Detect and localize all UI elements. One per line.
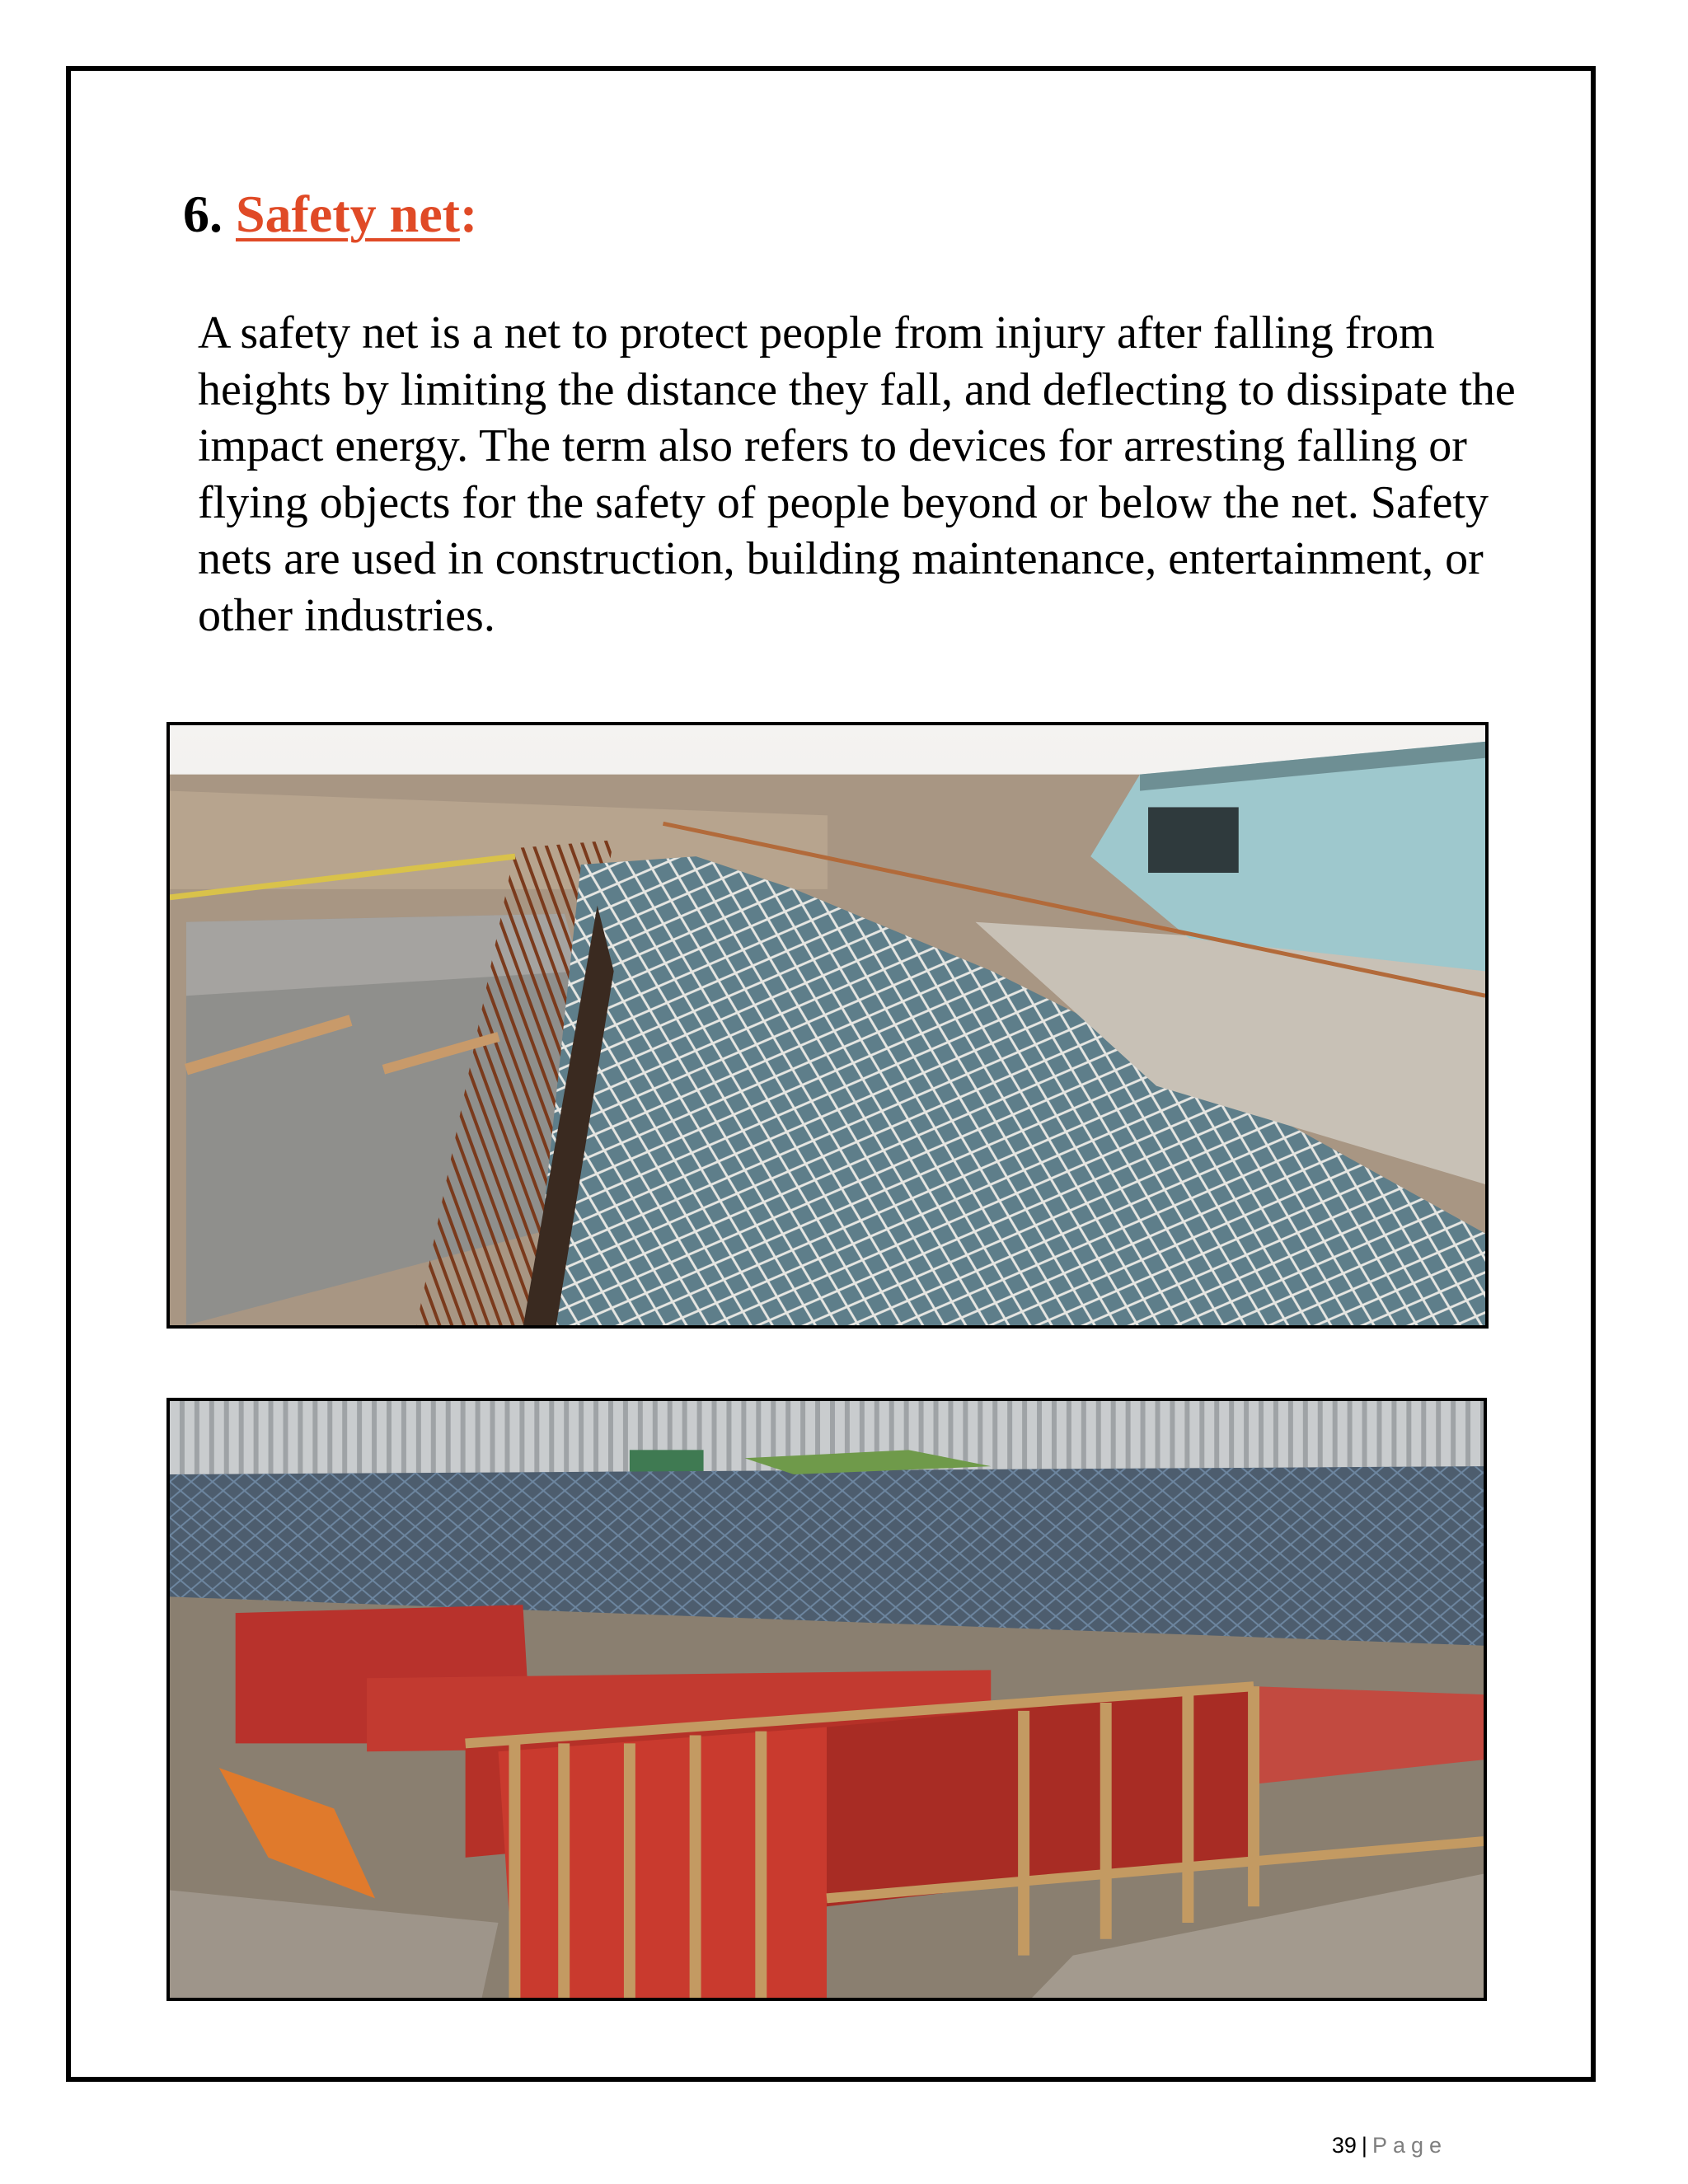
- section-title: Safety net: [236, 185, 460, 243]
- section-number: 6.: [183, 185, 223, 243]
- photo-safety-net-trench-image: [170, 725, 1485, 1325]
- page-number: 39: [1331, 2133, 1357, 2158]
- section-colon: :: [459, 185, 478, 243]
- page-footer: [1332, 2133, 1447, 2158]
- photo-formwork-excavation-image: [170, 1401, 1484, 1998]
- photo-safety-net-trench: [166, 722, 1489, 1329]
- footer-separator: |: [1361, 2133, 1367, 2158]
- footer-page-label: Page: [1372, 2133, 1447, 2158]
- body-paragraph: A safety net is a net to protect people from injury after falling from heights by limiting the distance they fall, and deflecting to dissipate the impact energy. The term also refers to devices for arresting falling or flying objects for the safety of people beyond or below the net. Safety nets are used in construction, building maintenance, entertainment, or other industries.: [198, 307, 1516, 641]
- section-heading: [183, 185, 478, 243]
- photo-formwork-excavation: [166, 1398, 1487, 2001]
